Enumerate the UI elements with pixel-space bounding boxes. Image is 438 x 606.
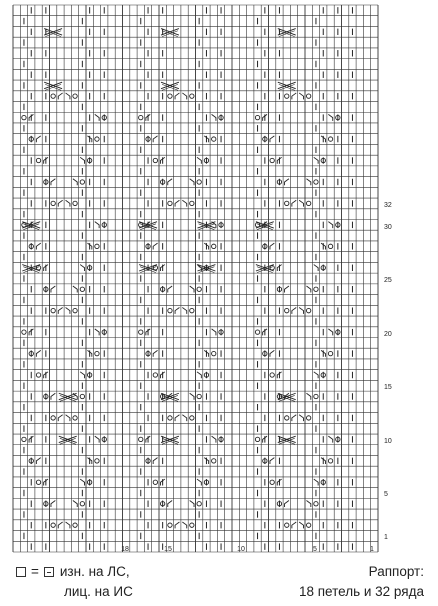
decrease-symbol (95, 222, 99, 228)
decrease-symbol (328, 329, 332, 335)
decrease-symbol (66, 415, 70, 421)
legend-equals: = (31, 564, 39, 579)
decrease-symbol (306, 393, 310, 399)
decrease-symbol (270, 350, 274, 356)
decrease-symbol (197, 157, 201, 163)
decrease-symbol (314, 157, 318, 163)
yarn-over-symbol (139, 437, 143, 441)
stitch-number: 10 (237, 546, 245, 553)
decrease-symbol (80, 372, 84, 378)
yarn-over-symbol (255, 437, 259, 441)
yarn-over-symbol (51, 308, 55, 312)
yarn-over-symbol (328, 137, 332, 141)
decrease-symbol (299, 522, 303, 528)
yarn-over-symbol (73, 94, 77, 98)
decrease-symbol (58, 415, 62, 421)
knit-square-icon (44, 567, 54, 577)
decrease-symbol (36, 243, 40, 249)
purl-square-icon (16, 567, 26, 577)
yarn-over-symbol (22, 437, 26, 441)
yarn-over-symbol (73, 308, 77, 312)
yarn-over-symbol (22, 115, 26, 119)
decrease-symbol (212, 329, 216, 335)
yarn-over-symbol (168, 523, 172, 527)
yarn-over-symbol (328, 459, 332, 463)
yarn-over-symbol (285, 416, 289, 420)
decrease-symbol (292, 522, 296, 528)
decrease-symbol (292, 93, 296, 99)
legend-line-2: лиц. на ИС (64, 584, 133, 599)
decrease-symbol (182, 93, 186, 99)
stitch-number: 18 (121, 546, 129, 553)
legend-row-1 (14, 562, 133, 582)
row-number: 20 (384, 331, 392, 338)
yarn-over-symbol (139, 330, 143, 334)
yarn-over-symbol (190, 94, 194, 98)
decrease-symbol (51, 179, 55, 185)
decrease-symbol (314, 479, 318, 485)
yarn-over-symbol (80, 394, 84, 398)
decrease-symbol (306, 179, 310, 185)
yarn-over-symbol (328, 244, 332, 248)
yarn-over-symbol (270, 480, 274, 484)
yarn-over-symbol (153, 158, 157, 162)
row-number: 15 (384, 384, 392, 391)
decrease-symbol (80, 479, 84, 485)
repeat-info (299, 562, 424, 602)
yarn-over-symbol (168, 308, 172, 312)
stitch-number: 15 (164, 546, 172, 553)
yarn-over-symbol (36, 373, 40, 377)
yarn-over-symbol (190, 308, 194, 312)
yarn-over-symbol (314, 287, 318, 291)
yarn-over-symbol (314, 394, 318, 398)
decrease-symbol (182, 415, 186, 421)
decrease-symbol (168, 179, 172, 185)
decrease-symbol (299, 93, 303, 99)
decrease-symbol (175, 200, 179, 206)
decrease-symbol (175, 307, 179, 313)
decrease-symbol (36, 350, 40, 356)
legend (14, 562, 133, 602)
yarn-over-symbol (51, 201, 55, 205)
decrease-symbol (58, 93, 62, 99)
decrease-symbol (306, 501, 310, 507)
decrease-symbol (292, 307, 296, 313)
decrease-symbol (153, 243, 157, 249)
yarn-over-symbol (212, 244, 216, 248)
repeat-detail: 18 петель и 32 ряда (298, 584, 424, 599)
row-number: 30 (384, 224, 392, 231)
yarn-over-symbol (190, 416, 194, 420)
decrease-symbol (285, 179, 289, 185)
yarn-over-symbol (306, 523, 310, 527)
yarn-over-symbol (306, 308, 310, 312)
row-number: 32 (384, 202, 392, 209)
decrease-symbol (299, 307, 303, 313)
yarn-over-symbol (139, 115, 143, 119)
yarn-over-symbol (153, 373, 157, 377)
yarn-over-symbol (314, 502, 318, 506)
decrease-symbol (190, 501, 194, 507)
legend-row-2 (14, 582, 133, 602)
yarn-over-symbol (212, 137, 216, 141)
yarn-over-symbol (285, 308, 289, 312)
yarn-over-symbol (36, 480, 40, 484)
decrease-symbol (66, 200, 70, 206)
yarn-over-symbol (314, 180, 318, 184)
yarn-over-symbol (197, 394, 201, 398)
decrease-symbol (299, 415, 303, 421)
yarn-over-symbol (168, 94, 172, 98)
decrease-symbol (80, 157, 84, 163)
row-number-labels (384, 202, 392, 541)
yarn-over-symbol (80, 287, 84, 291)
yarn-over-symbol (51, 94, 55, 98)
decrease-symbol (95, 114, 99, 120)
yarn-over-symbol (80, 180, 84, 184)
decrease-symbol (190, 286, 194, 292)
row-number: 5 (384, 491, 388, 498)
decrease-symbol (51, 501, 55, 507)
yarn-over-symbol (168, 201, 172, 205)
yarn-over-symbol (197, 180, 201, 184)
decrease-symbol (73, 179, 77, 185)
yarn-over-symbol (51, 523, 55, 527)
decrease-symbol (58, 200, 62, 206)
decrease-symbol (212, 436, 216, 442)
decrease-symbol (197, 479, 201, 485)
yarn-over-symbol (36, 158, 40, 162)
yarn-over-symbol (168, 416, 172, 420)
decrease-symbol (66, 93, 70, 99)
decrease-symbol (314, 372, 318, 378)
decrease-symbol (292, 200, 296, 206)
decrease-symbol (51, 286, 55, 292)
yarn-over-symbol (73, 416, 77, 420)
yarn-over-symbol (197, 502, 201, 506)
decrease-symbol (212, 114, 216, 120)
yarn-over-symbol (212, 351, 216, 355)
yarn-over-symbol (306, 94, 310, 98)
yarn-over-symbol (51, 416, 55, 420)
decrease-symbol (270, 243, 274, 249)
yarn-over-symbol (95, 459, 99, 463)
legend-line-1: изн. на ЛС, (59, 564, 130, 579)
decrease-symbol (175, 522, 179, 528)
yarn-over-symbol (285, 523, 289, 527)
yarn-over-symbol (306, 416, 310, 420)
decrease-symbol (190, 179, 194, 185)
yarn-over-symbol (197, 287, 201, 291)
decrease-symbol (95, 329, 99, 335)
decrease-symbol (328, 436, 332, 442)
decrease-symbol (168, 286, 172, 292)
decrease-symbol (182, 200, 186, 206)
decrease-symbol (66, 307, 70, 313)
decrease-symbol (153, 136, 157, 142)
decrease-symbol (73, 501, 77, 507)
yarn-over-symbol (153, 480, 157, 484)
yarn-over-symbol (95, 244, 99, 248)
decrease-symbol (190, 393, 194, 399)
row-number: 1 (384, 534, 388, 541)
yarn-over-symbol (285, 201, 289, 205)
decrease-symbol (66, 522, 70, 528)
decrease-symbol (314, 265, 318, 271)
decrease-symbol (285, 501, 289, 507)
decrease-symbol (175, 93, 179, 99)
row-number: 25 (384, 277, 392, 284)
decrease-symbol (51, 393, 55, 399)
decrease-symbol (182, 307, 186, 313)
decrease-symbol (292, 415, 296, 421)
yarn-over-symbol (95, 137, 99, 141)
decrease-symbol (299, 200, 303, 206)
decrease-symbol (58, 522, 62, 528)
decrease-symbol (80, 265, 84, 271)
yarn-over-symbol (255, 330, 259, 334)
decrease-symbol (58, 307, 62, 313)
decrease-symbol (328, 114, 332, 120)
yarn-over-symbol (270, 373, 274, 377)
decrease-symbol (36, 136, 40, 142)
yarn-over-symbol (190, 201, 194, 205)
decrease-symbol (328, 222, 332, 228)
yarn-over-symbol (73, 201, 77, 205)
decrease-symbol (153, 350, 157, 356)
yarn-over-symbol (73, 523, 77, 527)
decrease-symbol (197, 372, 201, 378)
row-number: 10 (384, 438, 392, 445)
yarn-over-symbol (22, 330, 26, 334)
decrease-symbol (270, 458, 274, 464)
yarn-over-symbol (95, 351, 99, 355)
repeat-title: Раппорт: (368, 564, 424, 579)
yarn-over-symbol (190, 523, 194, 527)
stitch-number: 1 (370, 546, 374, 553)
decrease-symbol (182, 522, 186, 528)
decrease-symbol (153, 458, 157, 464)
yarn-over-symbol (328, 351, 332, 355)
stitch-number: 5 (313, 546, 317, 553)
decrease-symbol (175, 415, 179, 421)
yarn-over-symbol (306, 201, 310, 205)
decrease-symbol (95, 436, 99, 442)
decrease-symbol (73, 286, 77, 292)
yarn-over-symbol (270, 158, 274, 162)
decrease-symbol (270, 136, 274, 142)
yarn-over-symbol (80, 502, 84, 506)
decrease-symbol (285, 286, 289, 292)
yarn-over-symbol (212, 459, 216, 463)
decrease-symbol (36, 458, 40, 464)
decrease-symbol (306, 286, 310, 292)
yarn-over-symbol (255, 115, 259, 119)
yarn-over-symbol (285, 94, 289, 98)
decrease-symbol (168, 501, 172, 507)
